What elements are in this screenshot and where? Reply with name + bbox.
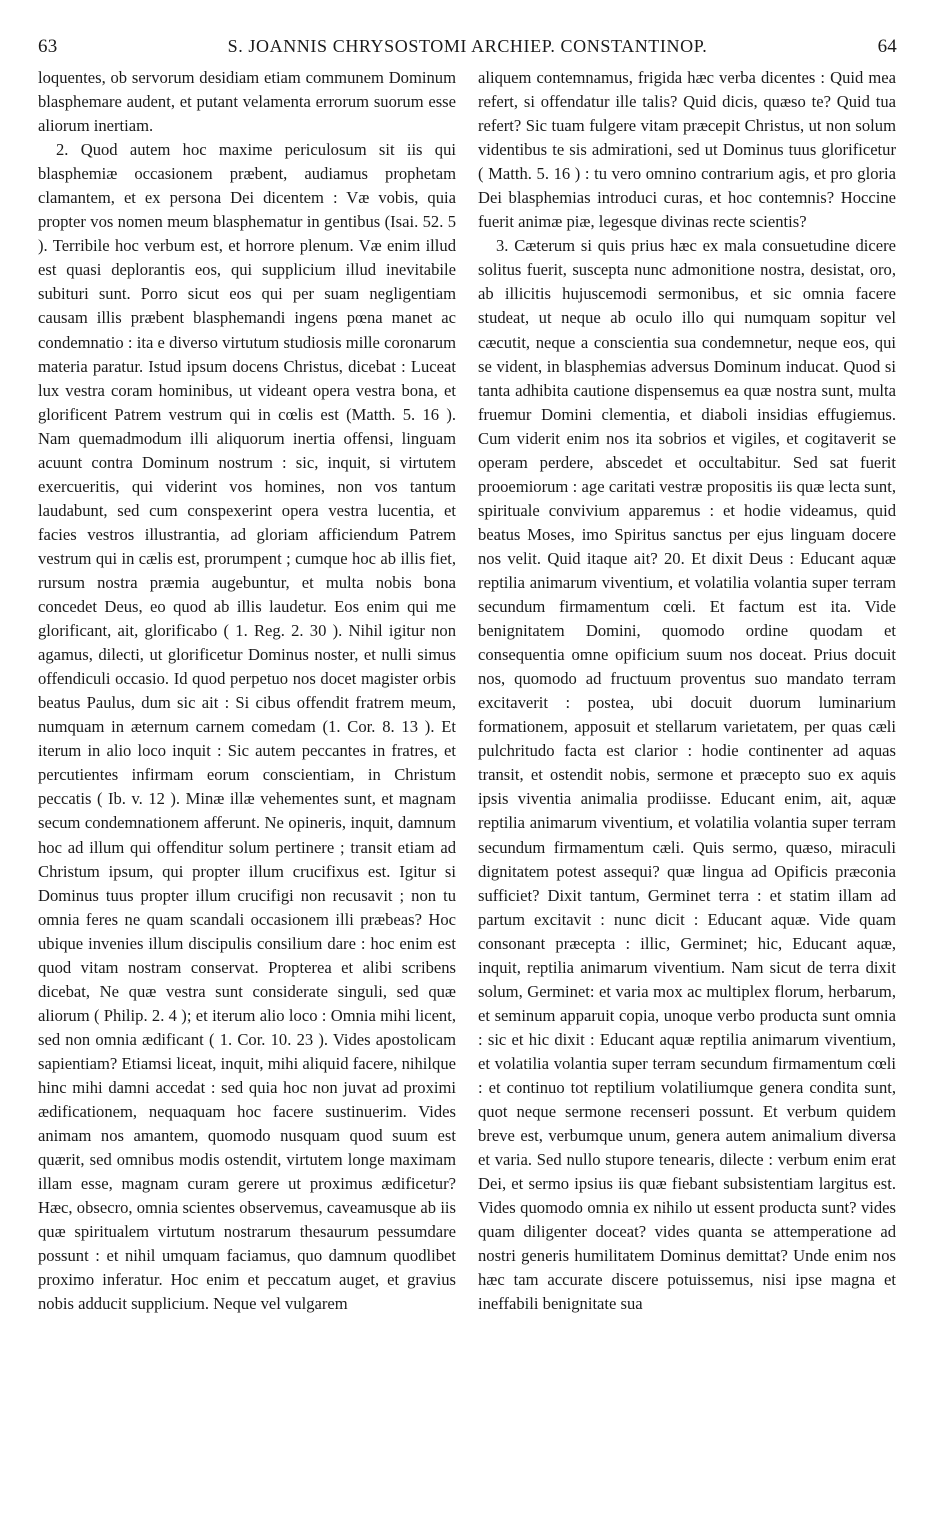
left-paragraph-1: loquentes, ob servorum desidiam etiam communem Dominum blasphemare audent, et putant velamenta errorum suorum esse aliorum inertiam. (38, 68, 456, 136)
right-paragraph-2: 3. Cæterum si quis prius hæc ex mala consuetudine dicere solitus fuerit, suscepta nunc admonitione nostra, desistat, oro, ab illicitis hujuscemodi sermonibus, et sic omnia facere studeat, ut neque ab oculo illo qui numquam sopitur vel cæcutit, neque a conscientia sua condemnetur, neque eos, qui se vident, in blasphemias adversus Dominum inducat. Quod si tanta adhibita cautione dispensemus ea quæ nostra sunt, multa fruemur Domini clementia, et diaboli insidias effugiemus. Cum viderit enim nos ita sobrios et vigiles, et cogitaverit se operam perdere, abscedet et occultabitur. Sed sat fuerit prooemiorum : age caritati vestræ propositis iis quæ lecta sunt, spirituale convivium apparemus : et hodie videamus, quid beatus Moses, imo Spiritus sanctus per ejus linguam docere nos velit. Quid itaque ait? 20. Et dixit Deus : Educant aquæ reptilia animarum viventium, et volatilia volantia super terram secundum firmamentum cœli. Et factum est ita. Vide benignitatem Domini, quomodo ordine quodam et consequentia omne opificium suum nos doceat. Prius docuit nos, quomodo ad fructuum proventus suo mandato terram excitaverit : postea, ubi docuit duorum luminarium formationem, apposuit et stellarum varietatem, per quas cæli pulchritudo facta est clarior : hodie continenter ad aquas transit, et ostendit nobis, sermone et præcepto suo ex aquis ipsis viventia animalia prodiisse. Educant enim, ait, aquæ reptilia animarum viventium, et volatilia volantia super terram secundum firmamentum cæli. Quis sermo, quæso, miraculi dignitatem potest assequi? quæ lingua ad Opificis præconia sufficiet? Dixit tantum, Germinet terra : et statim illam ad partum excitavit : nunc dicit : Educant aquæ. Vide quam consonant præcepta : illic, Germinet; hic, Educant aquæ, inquit, reptilia animarum viventium. Nam sicut de terra dixit solum, Germinet: et varia mox ac multiplex florum, herbarum, et seminum apparuit copia, unoque verbo producta sunt omnia : sic et hic dixit : Educant aquæ reptilia animarum viventium, et volatilia volantia super terram secundum firmamentum cœli : et continuo tot reptilium volatiliumque genera condita sunt, quot neque sermone recenseri possunt. Et verbum quidem breve est, verbumque unum, genera autem animalium diversa et varia. Sed nullo stupore tenearis, dilecte : verbum enim erat Dei, et sermo ipsius iis quæ fiebant subsistentiam largitus est. Vides quomodo omnia ex nihilo ut essent producta sunt? vides quam diligenter doceat? vides quanta se attemperatione ad nostri generis humilitatem Dominus demittat? Unde enim nos hæc tam accurate discere potuissemus, nisi ipse magna et ineffabili benignitate sua (478, 236, 896, 1314)
right-paragraph-1: aliquem contemnamus, frigida hæc verba dicentes : Quid mea refert, si offendatur ille talis? Quid dicis, quæso te? Quid tua refert? Sic tuam fulgere vitam præcepit Christus, ut non solum videntibus te sis admirationi, sed ut Dominus tuus glorificetur ( Matth. 5. 16 ) : tu vero omnino contrarium agis, et pro gloria Dei blasphemias introduci curas, et hoc contemnis? Hoccine fuerit animæ piæ, legesque divinas recte scientis? (478, 68, 896, 232)
left-column (38, 66, 456, 1316)
left-page-number: 63 (38, 36, 58, 57)
right-column (478, 66, 896, 1316)
right-page-number: 64 (877, 36, 897, 57)
left-paragraph-2: 2. Quod autem hoc maxime periculosum sit iis qui blasphemiæ occasionem præbent, audiamus prophetam clamantem, et ex persona Dei dicentem : Væ vobis, quia propter vos nomen meum blasphematur in gentibus (Isai. 52. 5 ). Terribile hoc verbum est, et horrore plenum. Væ enim illud est quasi deplorantis eos, qui supplicium illud inevitabile subituri sunt. Porro sicut eos qui per suam negligentiam causam illis præbent blasphemandi ingens pœna manet ac condemnatio : ita e diverso virtutum studiosis mille coronarum materia paratur. Istud ipsum docens Christus, dicebat : Luceat lux vestra coram hominibus, ut videant opera vestra bona, et glorificent Patrem vestrum qui in cœlis est (Matth. 5. 16 ). Nam quemadmodum illi aliquorum inertia offensi, linguam acuunt contra Dominum nostrum : sic, inquit, si virtutem exercueritis, qui viderint vos homines, non vos tantum laudabunt, sed cum conspexerint opera vestra lucentia, et facies vestros illustrantia, ad gloriam afficiendum Patrem vestrum qui in cælis est, prorumpent ; cumque hoc ab illis fiet, rursum nostra præmia augebuntur, et multa nobis bona concedet Deus, eo quod ab illis laudetur. Eos enim qui me glorificant, ait, glorificabo ( 1. Reg. 2. 30 ). Nihil igitur non agamus, dilecti, ut glorificetur Dominus noster, et nulli simus offendiculi occasio. Id quod perpetuo nos docet magister orbis beatus Paulus, dum sic ait : Si cibus offendit fratrem meum, numquam in æternum carnem comedam (1. Cor. 8. 13 ). Et iterum in alio loco inquit : Sic autem peccantes in fratres, et percutientes infirmam eorum conscientiam, in Christum peccatis ( Ib. v. 12 ). Minæ illæ vehementes sunt, et magnam secum condemnationem afferunt. Ne opineris, inquit, damnum hoc ad illum qui offenditur solum pertinere ; transit etiam ad Christum ipsum, qui propter illum crucifixus est. Igitur si Dominus tuus propter illum crucifigi non recusavit ; non tu omnia feres ne quam scandali occasionem illi præbeas? Hoc ubique invenies illum discipulis consilium dare : hoc enim est quod vitam nostram conservat. Propterea et alibi scribens dicebat, Ne quæ vestra sunt considerate singuli, sed quæ aliorum ( Philip. 2. 4 ); et iterum alio loco : Omnia mihi licent, sed non omnia ædificant ( 1. Cor. 10. 23 ). Vides apostolicam sapientiam? Etiamsi liceat, inquit, mihi aliquid facere, nihilque hinc mihi damni accedat : sed quia hoc non juvat ad proximi ædificationem, nequaquam hoc facere sustinuerim. Vides animam nos amantem, quomodo nusquam quod suum est quærit, sed omnibus modis ostendit, virtutem longe maximam illam esse, magnam curam gerere ut proximus ædificetur? Hæc, obsecro, omnia scientes observemus, caveamusque ab iis quæ spiritualem virtutum nostrarum thesaurum pessumdare possunt : et nihil umquam faciamus, quo damnum quodlibet proximo inferatur. Hoc enim et peccatum auget, et gravius nobis adducit supplicium. Neque vel vulgarem (38, 140, 456, 1314)
running-title: S. JOANNIS CHRYSOSTOMI ARCHIEP. CONSTANTINOP. (227, 36, 708, 56)
running-head (38, 36, 897, 62)
